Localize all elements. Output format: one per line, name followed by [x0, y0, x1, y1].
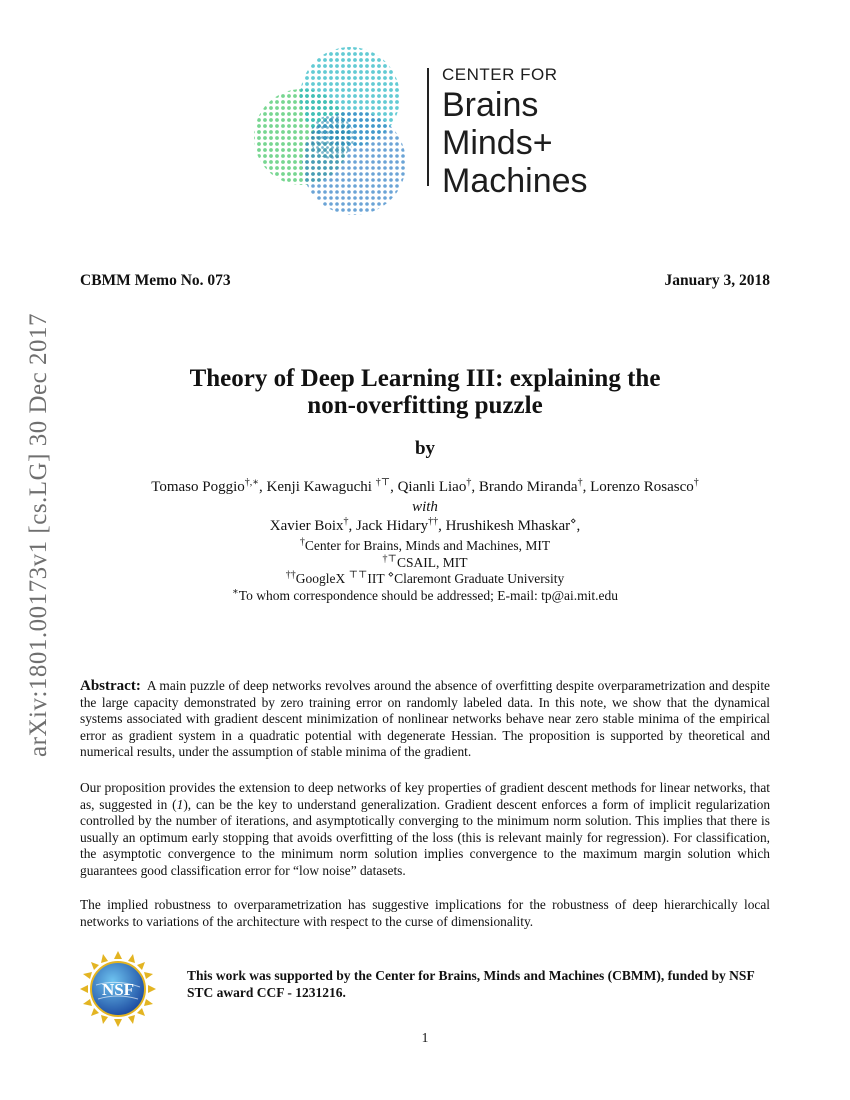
- memo-date: January 3, 2018: [664, 272, 770, 289]
- author-kawaguchi: , Kenji Kawaguchi: [259, 479, 376, 495]
- affiliation-cbmm: [80, 537, 770, 554]
- affiliation-csail-text: CSAIL, MIT: [396, 555, 468, 570]
- correspondence-note: [80, 587, 770, 604]
- author-mark: ††: [428, 516, 439, 527]
- authors-tail: ,: [576, 518, 581, 534]
- logo-divider: [427, 68, 429, 186]
- page-number: 1: [421, 1030, 429, 1045]
- affiliation-cbmm-text: Center for Brains, Minds and Machines, MIT: [304, 538, 551, 553]
- abstract-paragraph-2: [80, 780, 770, 879]
- cbmm-logo-graphic: [250, 45, 430, 225]
- author-rosasco: , Lorenzo Rosasco: [582, 479, 694, 495]
- author-mark: †⊤: [375, 477, 391, 488]
- authors-line-1: [80, 479, 770, 496]
- affiliation-iit-text: IIT: [367, 571, 388, 586]
- memo-number: CBMM Memo No. 073: [80, 272, 231, 289]
- abstract-label: Abstract:: [80, 678, 141, 694]
- abstract-p2-text-a: Our proposition provides the extension to deep networks of key properties of gradient descent methods for linear networks, that as, suggested in (: [80, 780, 770, 812]
- paper-title: [80, 365, 770, 419]
- abstract-paragraph-1: [80, 678, 770, 761]
- abstract-paragraph-3: The implied robustness to overparametrization has suggestive implications for the robustness of deep hierarchically local networks to variations of the architecture with respect to the curse of dimensionality.: [80, 897, 770, 929]
- authors-line-2: [80, 518, 770, 535]
- abstract-p2-text-b: ), can be the key to understand generalization. Gradient descent enforces a form of implicit regularization controlled by the number of iterations, and asymptotically converging to the minimum norm solution. This implies that there is usually an optimum early stopping that avoids overfitting of the loss (this is relevant mainly for regression). For classification, the asymptotic convergence to the minimum norm solution implies convergence to the maximum margin solution which guarantees good classification error for “low noise” datasets.: [80, 796, 771, 878]
- logo-line-machines: Machines: [442, 162, 588, 200]
- author-mark: †: [693, 477, 699, 488]
- affiliation-mark: †⊤: [382, 553, 397, 565]
- author-mark: †: [343, 516, 349, 527]
- author-mark: †: [577, 477, 583, 488]
- funding-line-2: STC award CCF - 1231216.: [187, 985, 346, 1000]
- affiliation-mark: †: [299, 536, 305, 548]
- funding-line-1: This work was supported by the Center for Brains, Minds and Machines (CBMM), funded by NSF: [187, 968, 755, 983]
- author-mark: †,∗: [244, 477, 260, 488]
- abstract-p1-text: A main puzzle of deep networks revolves around the absence of overfitting despite overparametrization and despite the large capacity demonstrated by zero training error on randomly labeled data. In this note, we show that the dynamical systems associated with gradient descent minimization of nonlinear networks behave near zero stable minima of the empirical error as gradient system in a quadratic potential with degenerate Hessian. The proposition is supported by theoretical and numerical results, under the assumption of stable minima of the gradient.: [80, 678, 770, 759]
- affiliation-mark: ⋄: [387, 569, 395, 581]
- by-line: by: [414, 438, 436, 459]
- affiliation-csail: [80, 554, 770, 571]
- correspondence-text: To whom correspondence should be addressed; E-mail: tp@ai.mit.edu: [238, 588, 619, 603]
- author-mark: ⋄: [570, 516, 577, 527]
- author-miranda: , Brando Miranda: [471, 479, 578, 495]
- nsf-logo-icon: [80, 951, 156, 1027]
- author-liao: , Qianli Liao: [390, 479, 467, 495]
- cbmm-logo-wordmark: [442, 64, 588, 200]
- title-line-1: Theory of Deep Learning III: explaining the: [189, 365, 661, 392]
- author-mhaskar: , Hrushikesh Mhaskar: [438, 518, 571, 534]
- affiliation-google-iit-cgu: [80, 570, 770, 587]
- affiliation-google-text: GoogleX: [295, 571, 349, 586]
- affiliation-cgu-text: Claremont Graduate University: [394, 571, 565, 586]
- logo-line-minds: Minds+: [442, 124, 553, 162]
- authors-with: with: [412, 499, 438, 515]
- affiliation-mark: ⊤⊤: [348, 569, 368, 581]
- logo-line-brains: Brains: [442, 86, 539, 124]
- arxiv-stamp: arXiv:1801.00173v1 [cs.LG] 30 Dec 2017: [25, 313, 52, 757]
- nsf-logo-text: NSF: [101, 980, 135, 999]
- funding-statement: [187, 967, 777, 1001]
- author-poggio: Tomaso Poggio: [151, 479, 245, 495]
- title-line-2: non-overfitting puzzle: [307, 392, 543, 419]
- author-hidary: , Jack Hidary: [348, 518, 429, 534]
- affiliation-mark: ††: [285, 569, 296, 581]
- author-mark: †: [466, 477, 472, 488]
- citation-ref: 1: [176, 796, 184, 812]
- logo-line-center-for: CENTER FOR: [442, 65, 558, 84]
- affiliation-mark: ∗: [231, 586, 239, 598]
- author-boix: Xavier Boix: [269, 518, 344, 534]
